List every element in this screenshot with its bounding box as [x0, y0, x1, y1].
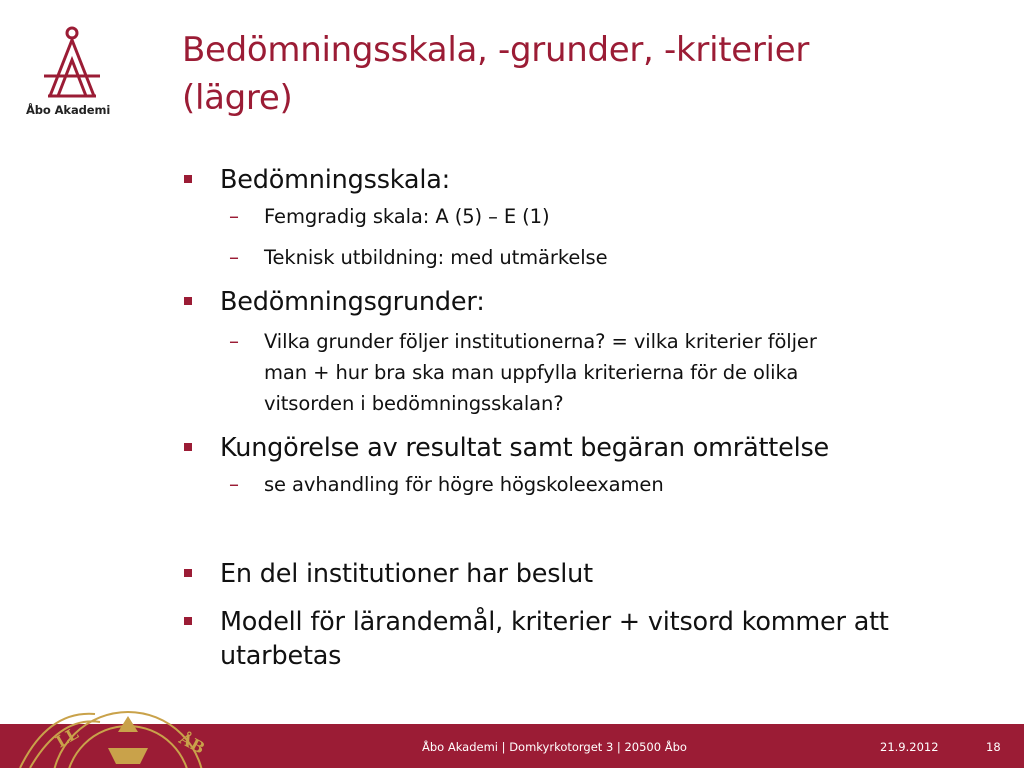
sub-item-text: se avhandling för högre högskoleexamen	[264, 473, 664, 496]
bullet-item-line-1: Modell för lärandemål, kriterier + vitsord kommer att	[220, 607, 889, 637]
bullet-item-2	[182, 285, 982, 319]
slide-title-line-2: (lägre)	[182, 78, 293, 118]
square-bullet-icon	[184, 569, 192, 577]
dash-bullet-icon: –	[229, 204, 239, 228]
sub-item-text: Femgradig skala: A (5) – E (1)	[264, 205, 550, 228]
square-bullet-icon	[184, 443, 192, 451]
bullet-item-5	[182, 605, 982, 673]
abo-akademi-logo	[24, 26, 120, 122]
dash-bullet-icon: –	[229, 329, 239, 353]
bullet-item-text: Kungörelse av resultat samt begäran omrättelse	[220, 433, 830, 463]
logo-emblem-icon	[42, 26, 102, 102]
dash-bullet-icon: –	[229, 472, 239, 496]
svg-text:LL: LL	[52, 723, 82, 752]
bullet-item-4	[182, 557, 982, 591]
sub-item	[182, 201, 982, 232]
slide-title	[182, 26, 982, 122]
sub-item-text: Teknisk utbildning: med utmärkelse	[264, 246, 608, 269]
bullet-item-1	[182, 163, 982, 197]
dash-bullet-icon: –	[229, 245, 239, 269]
bullet-item-text: En del institutioner har beslut	[220, 559, 593, 589]
bullet-item-3	[182, 431, 982, 465]
footer-date: 21.9.2012	[880, 740, 939, 754]
bullet-item-line-2: utarbetas	[220, 641, 342, 671]
university-seal-icon	[0, 708, 240, 768]
page-number: 18	[986, 740, 1001, 754]
bullet-item-text: Bedömningsskala:	[220, 165, 451, 195]
logo-text: Åbo Akademi	[26, 103, 111, 117]
sub-item	[182, 242, 982, 273]
sub-item-line-3: vitsorden i bedömningsskalan?	[264, 392, 564, 415]
square-bullet-icon	[184, 297, 192, 305]
square-bullet-icon	[184, 617, 192, 625]
sub-item-line-2: man + hur bra ska man uppfylla kriterierna för de olika	[264, 361, 799, 384]
footer-address: Åbo Akademi | Domkyrkotorget 3 | 20500 Åbo	[422, 740, 687, 754]
sub-item	[182, 326, 944, 419]
bullet-item-text: Bedömningsgrunder:	[220, 287, 485, 317]
slide-title-line-1: Bedömningsskala, -grunder, -kriterier	[182, 30, 809, 70]
sub-item	[182, 469, 982, 500]
slide-content	[182, 163, 982, 673]
sub-item-line-1: Vilka grunder följer institutionerna? = vilka kriterier följer	[264, 330, 817, 353]
svg-text:ÅB: ÅB	[176, 728, 208, 758]
square-bullet-icon	[184, 175, 192, 183]
